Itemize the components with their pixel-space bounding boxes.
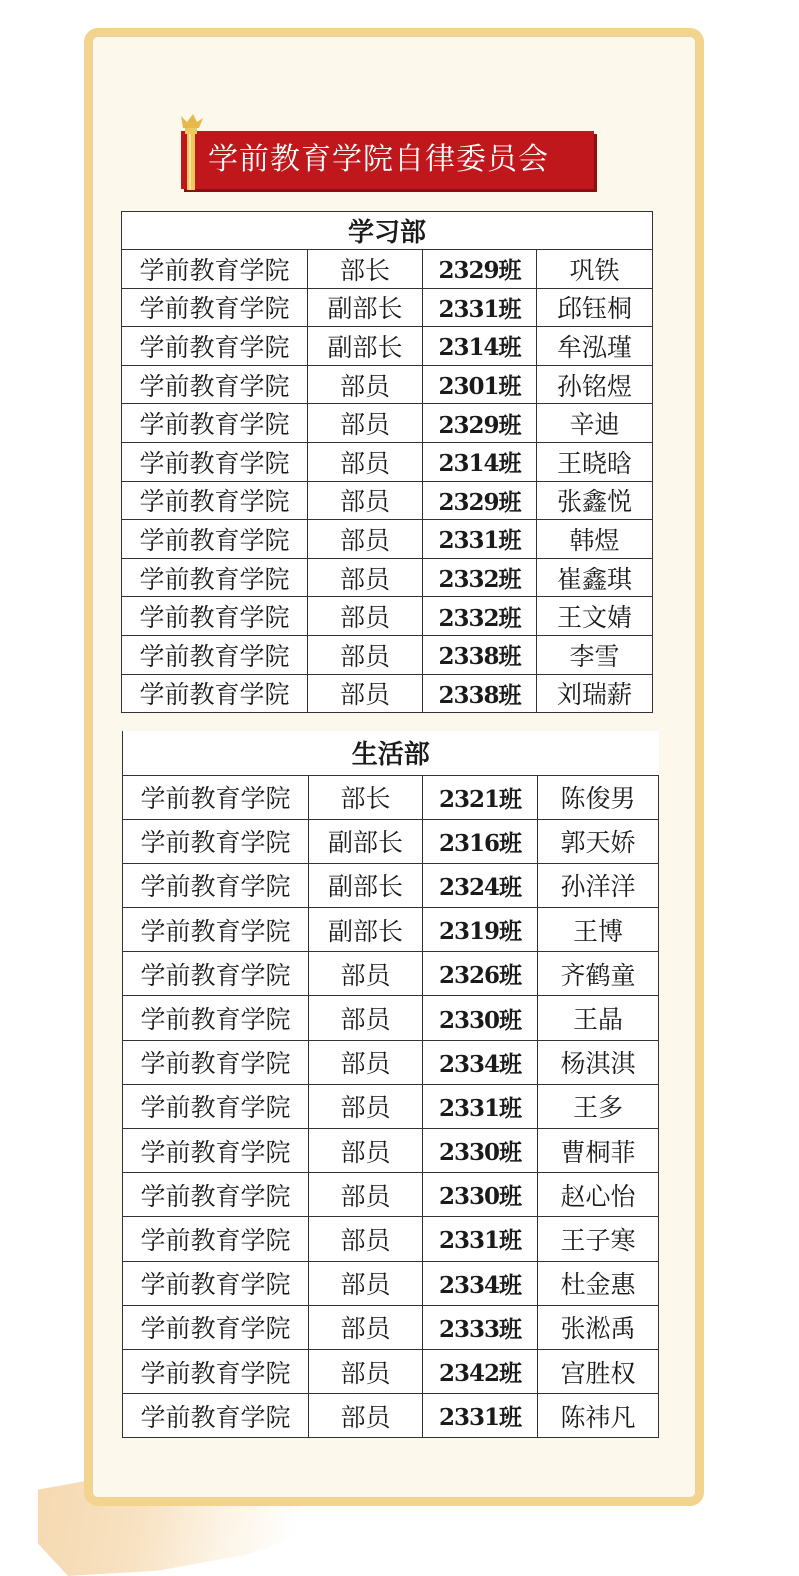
- name-cell: 王博: [538, 908, 659, 952]
- life-department-table: [122, 731, 659, 1438]
- name-cell: 陈俊男: [538, 775, 659, 819]
- college-cell: 学前教育学院: [122, 288, 308, 327]
- class-cell: 2330班: [423, 1129, 538, 1173]
- position-cell: 部员: [309, 1129, 423, 1173]
- name-cell: 孙洋洋: [538, 863, 659, 907]
- position-cell: 部员: [309, 1040, 423, 1084]
- position-cell: 部员: [309, 1217, 423, 1261]
- position-cell: 部员: [308, 597, 423, 636]
- college-cell: 学前教育学院: [123, 863, 309, 907]
- position-cell: 部员: [309, 996, 423, 1040]
- class-cell: 2319班: [423, 908, 538, 952]
- college-cell: 学前教育学院: [122, 481, 308, 520]
- name-cell: 齐鹤童: [538, 952, 659, 996]
- table-row: [123, 996, 659, 1040]
- class-cell: 2330班: [423, 1173, 538, 1217]
- name-cell: 刘瑞薪: [537, 674, 653, 713]
- class-cell: 2329班: [423, 404, 537, 443]
- college-cell: 学前教育学院: [122, 404, 308, 443]
- table-row: [123, 1261, 659, 1305]
- college-cell: 学前教育学院: [122, 365, 308, 404]
- position-cell: 部员: [308, 365, 423, 404]
- position-cell: 副部长: [308, 327, 423, 366]
- position-cell: 副部长: [308, 288, 423, 327]
- college-cell: 学前教育学院: [123, 1084, 309, 1128]
- table-row: [123, 1305, 659, 1349]
- class-cell: 2334班: [423, 1040, 538, 1084]
- class-cell: 2314班: [423, 442, 537, 481]
- table-row: [123, 1217, 659, 1261]
- position-cell: 副部长: [309, 819, 423, 863]
- position-cell: 部员: [308, 442, 423, 481]
- position-cell: 部员: [308, 481, 423, 520]
- position-cell: 部员: [309, 1349, 423, 1393]
- table-row: [123, 1129, 659, 1173]
- class-cell: 2332班: [423, 558, 537, 597]
- table-row: [122, 558, 653, 597]
- name-cell: 杨淇淇: [538, 1040, 659, 1084]
- position-cell: 部员: [308, 558, 423, 597]
- name-cell: 辛迪: [537, 404, 653, 443]
- name-cell: 王晶: [538, 996, 659, 1040]
- college-cell: 学前教育学院: [123, 1173, 309, 1217]
- section-header-row: [123, 731, 659, 775]
- college-cell: 学前教育学院: [122, 558, 308, 597]
- table-row: [123, 863, 659, 907]
- class-cell: 2342班: [423, 1349, 538, 1393]
- table-row: [122, 288, 653, 327]
- table-row: [122, 635, 653, 674]
- class-cell: 2338班: [423, 674, 537, 713]
- class-cell: 2331班: [423, 1394, 538, 1438]
- position-cell: 部长: [309, 775, 423, 819]
- position-cell: 部员: [308, 674, 423, 713]
- class-cell: 2332班: [423, 597, 537, 636]
- class-cell: 2314班: [423, 327, 537, 366]
- name-cell: 宫胜权: [538, 1349, 659, 1393]
- class-cell: 2333班: [423, 1305, 538, 1349]
- name-cell: 张鑫悦: [537, 481, 653, 520]
- college-cell: 学前教育学院: [123, 1349, 309, 1393]
- name-cell: 张淞禹: [538, 1305, 659, 1349]
- class-cell: 2331班: [423, 1217, 538, 1261]
- class-cell: 2331班: [423, 520, 537, 559]
- name-cell: 牟泓瑾: [537, 327, 653, 366]
- table-row: [122, 597, 653, 636]
- position-cell: 部员: [309, 1305, 423, 1349]
- position-cell: 部员: [308, 635, 423, 674]
- name-cell: 赵心怡: [538, 1173, 659, 1217]
- college-cell: 学前教育学院: [122, 442, 308, 481]
- position-cell: 部员: [308, 520, 423, 559]
- name-cell: 王晓晗: [537, 442, 653, 481]
- class-cell: 2301班: [423, 365, 537, 404]
- table-row: [123, 1173, 659, 1217]
- name-cell: 王子寒: [538, 1217, 659, 1261]
- class-cell: 2324班: [423, 863, 538, 907]
- table-row: [122, 520, 653, 559]
- position-cell: 部员: [309, 1394, 423, 1438]
- table-row: [122, 481, 653, 520]
- name-cell: 孙铭煜: [537, 365, 653, 404]
- college-cell: 学前教育学院: [123, 1217, 309, 1261]
- college-cell: 学前教育学院: [123, 952, 309, 996]
- section-header-row: [122, 212, 653, 250]
- table-row: [123, 819, 659, 863]
- position-cell: 部员: [309, 1261, 423, 1305]
- name-cell: 邱钰桐: [537, 288, 653, 327]
- class-cell: 2329班: [423, 250, 537, 289]
- college-cell: 学前教育学院: [122, 635, 308, 674]
- college-cell: 学前教育学院: [122, 250, 308, 289]
- college-cell: 学前教育学院: [123, 1261, 309, 1305]
- class-cell: 2331班: [423, 1084, 538, 1128]
- name-cell: 王多: [538, 1084, 659, 1128]
- study-department-table: [121, 211, 653, 713]
- name-cell: 巩铁: [537, 250, 653, 289]
- name-cell: 崔鑫琪: [537, 558, 653, 597]
- position-cell: 部员: [309, 1084, 423, 1128]
- college-cell: 学前教育学院: [123, 1394, 309, 1438]
- name-cell: 韩煜: [537, 520, 653, 559]
- college-cell: 学前教育学院: [122, 520, 308, 559]
- table-row: [123, 775, 659, 819]
- name-cell: 王文婧: [537, 597, 653, 636]
- college-cell: 学前教育学院: [123, 1040, 309, 1084]
- college-cell: 学前教育学院: [122, 327, 308, 366]
- college-cell: 学前教育学院: [123, 1305, 309, 1349]
- table-row: [122, 365, 653, 404]
- position-cell: 副部长: [309, 863, 423, 907]
- name-cell: 陈祎凡: [538, 1394, 659, 1438]
- name-cell: 曹桐菲: [538, 1129, 659, 1173]
- college-cell: 学前教育学院: [123, 996, 309, 1040]
- class-cell: 2316班: [423, 819, 538, 863]
- name-cell: 李雪: [537, 635, 653, 674]
- position-cell: 部员: [308, 404, 423, 443]
- class-cell: 2338班: [423, 635, 537, 674]
- class-cell: 2329班: [423, 481, 537, 520]
- page-title: 学前教育学院自律委员会: [208, 142, 549, 177]
- class-cell: 2334班: [423, 1261, 538, 1305]
- pillar-icon: [175, 112, 205, 192]
- position-cell: 部长: [308, 250, 423, 289]
- table-row: [122, 327, 653, 366]
- class-cell: 2330班: [423, 996, 538, 1040]
- table-row: [123, 1084, 659, 1128]
- table-row: [123, 952, 659, 996]
- class-cell: 2331班: [423, 288, 537, 327]
- section-title: 学习部: [122, 212, 653, 250]
- table-row: [123, 908, 659, 952]
- college-cell: 学前教育学院: [123, 819, 309, 863]
- section-title: 生活部: [123, 731, 659, 775]
- name-cell: 郭天娇: [538, 819, 659, 863]
- college-cell: 学前教育学院: [122, 674, 308, 713]
- table-row: [123, 1394, 659, 1438]
- position-cell: 副部长: [309, 908, 423, 952]
- table-row: [122, 674, 653, 713]
- name-cell: 杜金惠: [538, 1261, 659, 1305]
- table-row: [123, 1040, 659, 1084]
- class-cell: 2326班: [423, 952, 538, 996]
- college-cell: 学前教育学院: [123, 775, 309, 819]
- class-cell: 2321班: [423, 775, 538, 819]
- position-cell: 部员: [309, 1173, 423, 1217]
- table-row: [122, 250, 653, 289]
- college-cell: 学前教育学院: [122, 597, 308, 636]
- college-cell: 学前教育学院: [123, 908, 309, 952]
- college-cell: 学前教育学院: [123, 1129, 309, 1173]
- table-row: [122, 442, 653, 481]
- position-cell: 部员: [309, 952, 423, 996]
- table-row: [122, 404, 653, 443]
- table-row: [123, 1349, 659, 1393]
